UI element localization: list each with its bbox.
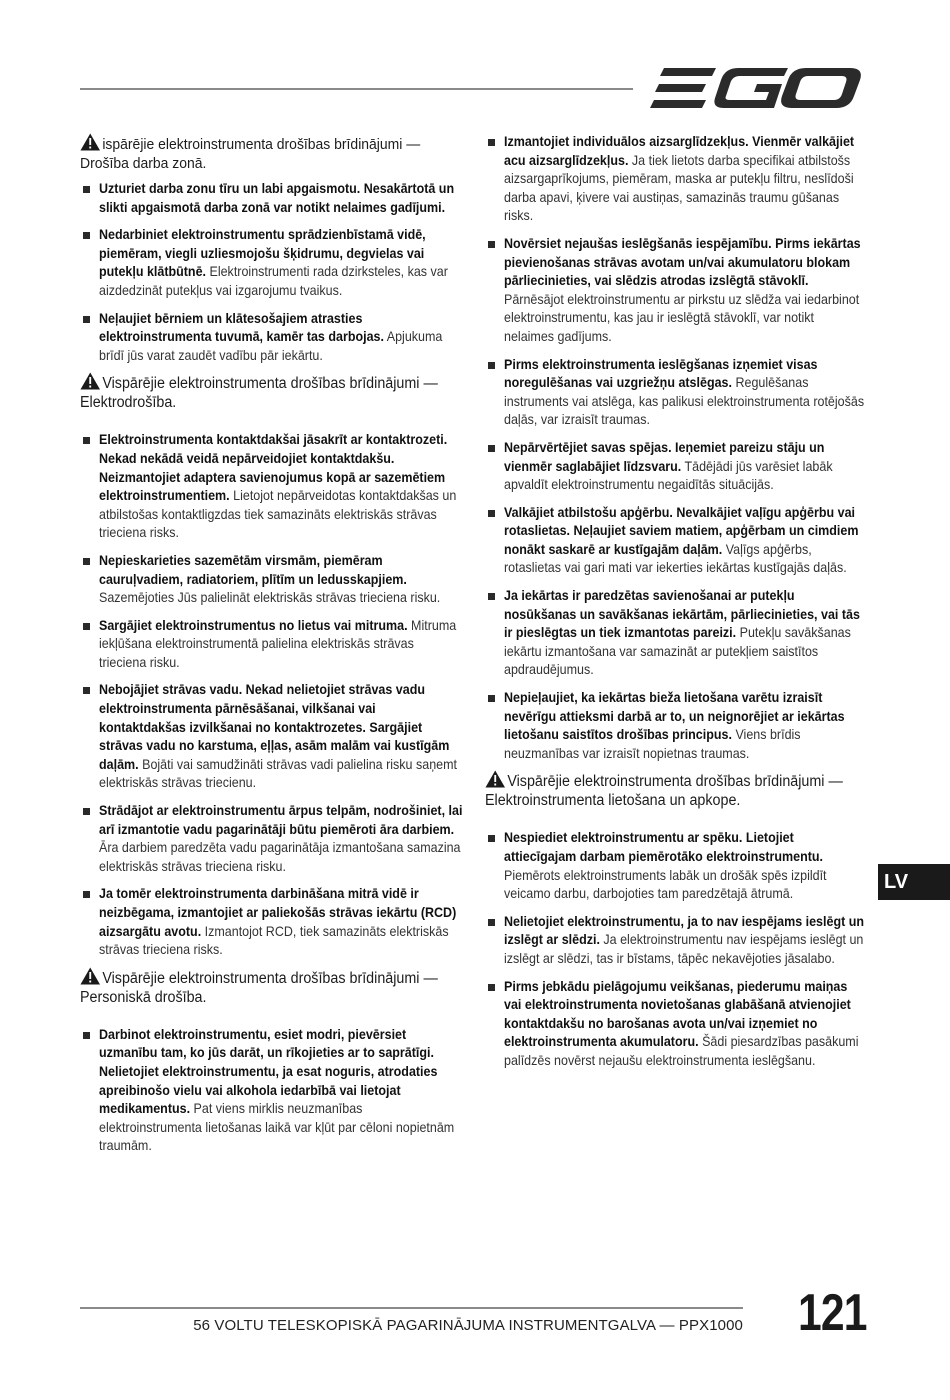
- header-rule: [80, 88, 633, 90]
- bullet-icon: [83, 891, 90, 898]
- tool-use-list: [485, 829, 867, 1070]
- list-item: Ja iekārtas ir paredzētas savienošanai ar putekļu nosūkšanas un savākšanas iekārtām, pārliecinieties, vai tās ir pieslēgtas un tiek izmantotas pareizi. Putekļu savākšanas iekārtu izmantošana var samazināt ar putekļiem saistītos apdraudējumus.: [485, 587, 867, 680]
- list-item: Valkājiet atbilstošu apģērbu. Nevalkājiet vaļīgu apģērbu vai rotaslietas. Neļaujiet saviem matiem, apģērbam un cimdiem nonākt saskarē ar kustīgajām daļām. Vaļīgs apģērbs, rotaslietas vai gari mati var iekerties iekārtas kustīgajās daļās.: [485, 504, 867, 578]
- bullet-icon: [488, 362, 495, 369]
- bullet-icon: [488, 241, 495, 248]
- bullet-icon: [488, 593, 495, 600]
- list-item: Izmantojiet individuālos aizsarglīdzekļus. Vienmēr valkājiet acu aizsarglīdzekļus. Ja tiek lietots darba specifikai atbilstošs aizsargaprīkojums, piemēram, maska ar putekļu filtru, neslīdoši darba apavi, ķivere vai austiņas, samazinās traumu gūšanas risks.: [485, 133, 867, 226]
- footer-title: 56 VOLTU TELESKOPISKĀ PAGARINĀJUMA INSTRUMENTGALVA — PPX1000: [193, 1317, 743, 1334]
- language-tab: LV: [878, 864, 950, 900]
- bullet-icon: [83, 558, 90, 565]
- personal-list: [80, 1026, 465, 1156]
- list-item: Nedarbiniet elektroinstrumentu sprādzienbīstamā vidē, piemēram, viegli uzliesmojošu šķidrumu, degvielas vai putekļu klātbūtnē. Elektroinstrumenti rada dzirksteles, kas var aizdedzināt putekļus vai izgarojumu tvaikus.: [80, 226, 465, 300]
- bullet-icon: [83, 623, 90, 630]
- list-item: Pirms jebkādu pielāgojumu veikšanas, piederumu maiņas vai elektroinstrumenta novietošanas glabāšanā atvienojiet kontaktdakšu no barošanas avota un/vai izņemiet no elektroinstrumenta akumulatoru. Šādi piesardzības pasākumi palīdzēs novērst nejaušu elektroinstrumenta ieslēgšanu.: [485, 978, 867, 1071]
- warning-triangle-icon: [485, 770, 505, 788]
- bullet-icon: [83, 316, 90, 323]
- list-item: Nelietojiet elektroinstrumentu, ja to nav iespējams ieslēgt un izslēgt ar slēdzi. Ja elektroinstrumentu nav iespējams ieslēgt un izslēgt ar slēdzi, tas ir bīstams, tāpēc nekavējoties jāsalabo.: [485, 913, 867, 969]
- warning-triangle-icon: [80, 133, 100, 151]
- bullet-icon: [83, 232, 90, 239]
- bullet-icon: [488, 695, 495, 702]
- ego-logo-icon: [650, 62, 862, 114]
- section-heading-work-area: ispārējie elektroinstrumenta drošības brīdinājumi — Drošība darba zonā.: [80, 133, 463, 173]
- list-item: Nepieļaujiet, ka iekārtas bieža lietošana varētu izraisīt nevērīgu attieksmi darbā ar to, un neignorējiet ar iekārtas lietošanu saistītos drošības principus. Viens brīdis neuzmanības var izraisīt nopietnas traumas.: [485, 689, 867, 763]
- page-number: 121: [798, 1284, 867, 1342]
- left-column: [80, 133, 465, 1165]
- bullet-icon: [488, 919, 495, 926]
- footer-rule: [80, 1307, 743, 1309]
- list-item: Novērsiet nejaušas ieslēgšanās iespējamību. Pirms iekārtas pievienošanas strāvas avotam un/vai akumulatoru blokam pārliecinieties, vai slēdzis atrodas izslēgtā stāvoklī. Pārnēsājot elektroinstrumentu ar pirkstu uz slēdža vai iedarbinot elektroinstrumentu, kas jau ir ieslēgtā stāvoklī, var notikt nelaimes gadījums.: [485, 235, 867, 347]
- bullet-icon: [83, 437, 90, 444]
- ego-logo: [650, 62, 862, 114]
- personal-list-continued: [485, 133, 867, 763]
- list-item: Nebojājiet strāvas vadu. Nekad nelietojiet strāvas vadu elektroinstrumenta pārnēsāšanai, vilkšanai vai kontaktdakšas izvilkšanai no kontaktrozetes. Sargājiet strāvas vadu no karstuma, eļļas, asām malām vai kustīgām daļām. Bojāti vai samudžināti strāvas vadi palielina risku saņemt elektriskās strāvas triecienu.: [80, 681, 465, 793]
- list-item: Neļaujiet bērniem un klātesošajiem atrasties elektroinstrumenta tuvumā, kamēr tas darbojas. Apjukuma brīdī jūs varat zaudēt vadību pār iekārtu.: [80, 310, 465, 366]
- bullet-icon: [488, 835, 495, 842]
- bullet-icon: [488, 510, 495, 517]
- bullet-icon: [83, 808, 90, 815]
- list-item: Uzturiet darba zonu tīru un labi apgaismotu. Nesakārtotā un slikti apgaismotā darba zonā var notikt nelaimes gadījumi.: [80, 180, 465, 217]
- section-heading-electrical: Vispārējie elektroinstrumenta drošības brīdinājumi — Elektrodrošība.: [80, 372, 463, 412]
- list-item: Strādājot ar elektroinstrumentu ārpus telpām, nodrošiniet, lai arī izmantotie vadu pagarinātāji būtu piemēroti āra darbiem. Āra darbiem paredzēta vadu pagarinātāja izmantošana samazina elektriskās strāvas trieciena risku.: [80, 802, 465, 876]
- bullet-icon: [83, 186, 90, 193]
- bullet-icon: [488, 139, 495, 146]
- list-item: Ja tomēr elektroinstrumenta darbināšana mitrā vidē ir neizbēgama, izmantojiet ar paliekošās strāvas iekārtu (RCD) aizsargātu avotu. Izmantojot RCD, tiek samazināts elektriskās strāvas trieciena risks.: [80, 885, 465, 959]
- list-item: Darbinot elektroinstrumentu, esiet modri, pievērsiet uzmanību tam, ko jūs darāt, un rīkojieties ar to saprātīgi. Nelietojiet elektroinstrumentu, ja esat noguris, atrodaties apreibinošo vielu vai alkohola iedarbībā vai lietojat medikamentus. Pat viens mirklis neuzmanības elektroinstrumenta lietošanas laikā var kļūt par cēloni nopietnām traumām.: [80, 1026, 465, 1156]
- list-item: Elektroinstrumenta kontaktdakšai jāsakrīt ar kontaktrozeti. Nekad nekādā veidā nepārveidojiet kontaktdakšu. Neizmantojiet adaptera savienojumus kopā ar sazemētiem elektroinstrumentiem. Lietojot nepārveidotas kontaktdakšas un atbilstošas kontaktligzdas tiek samazināts elektriskās strāvas trieciena risks.: [80, 431, 465, 543]
- bullet-icon: [83, 687, 90, 694]
- bullet-icon: [83, 1032, 90, 1039]
- list-item: Nepārvērtējiet savas spējas. Ieņemiet pareizu stāju un vienmēr saglabājiet līdzsvaru. Tādējādi jūs varēsiet labāk apvaldīt elektroinstrumentu negaidītās situācijās.: [485, 439, 867, 495]
- section-heading-tool-use: Vispārējie elektroinstrumenta drošības brīdinājumi — Elektroinstrumenta lietošana un apkope.: [485, 770, 865, 810]
- warning-triangle-icon: [80, 967, 100, 985]
- work-area-list: [80, 180, 465, 365]
- bullet-icon: [488, 984, 495, 991]
- list-item: Nespiediet elektroinstrumentu ar spēku. Lietojiet attiecīgajam darbam piemērotāko elektroinstrumentu. Piemērots elektroinstruments labāk un drošāk spēs izpildīt veicamo darbu, darbojoties tam paredzētajā ātrumā.: [485, 829, 867, 903]
- list-item: Nepieskarieties sazemētām virsmām, piemēram cauruļvadiem, radiatoriem, plītīm un ledusskapjiem. Sazemējoties Jūs palielināt elektriskās strāvas trieciena risku.: [80, 552, 465, 608]
- electrical-list: [80, 431, 465, 959]
- bullet-icon: [488, 445, 495, 452]
- section-heading-personal: Vispārējie elektroinstrumenta drošības brīdinājumi — Personiskā drošība.: [80, 967, 463, 1007]
- list-item: Pirms elektroinstrumenta ieslēgšanas izņemiet visas noregulēšanas vai uzgriežņu atslēgas. Regulēšanas instruments vai atslēga, kas palikusi elektroinstrumenta rotējošās daļās, var izraisīt traumas.: [485, 356, 867, 430]
- warning-triangle-icon: [80, 372, 100, 390]
- right-column: [485, 133, 867, 1080]
- list-item: Sargājiet elektroinstrumentus no lietus vai mitruma. Mitruma iekļūšana elektroinstrumentā palielina elektriskās strāvas trieciena risku.: [80, 617, 465, 673]
